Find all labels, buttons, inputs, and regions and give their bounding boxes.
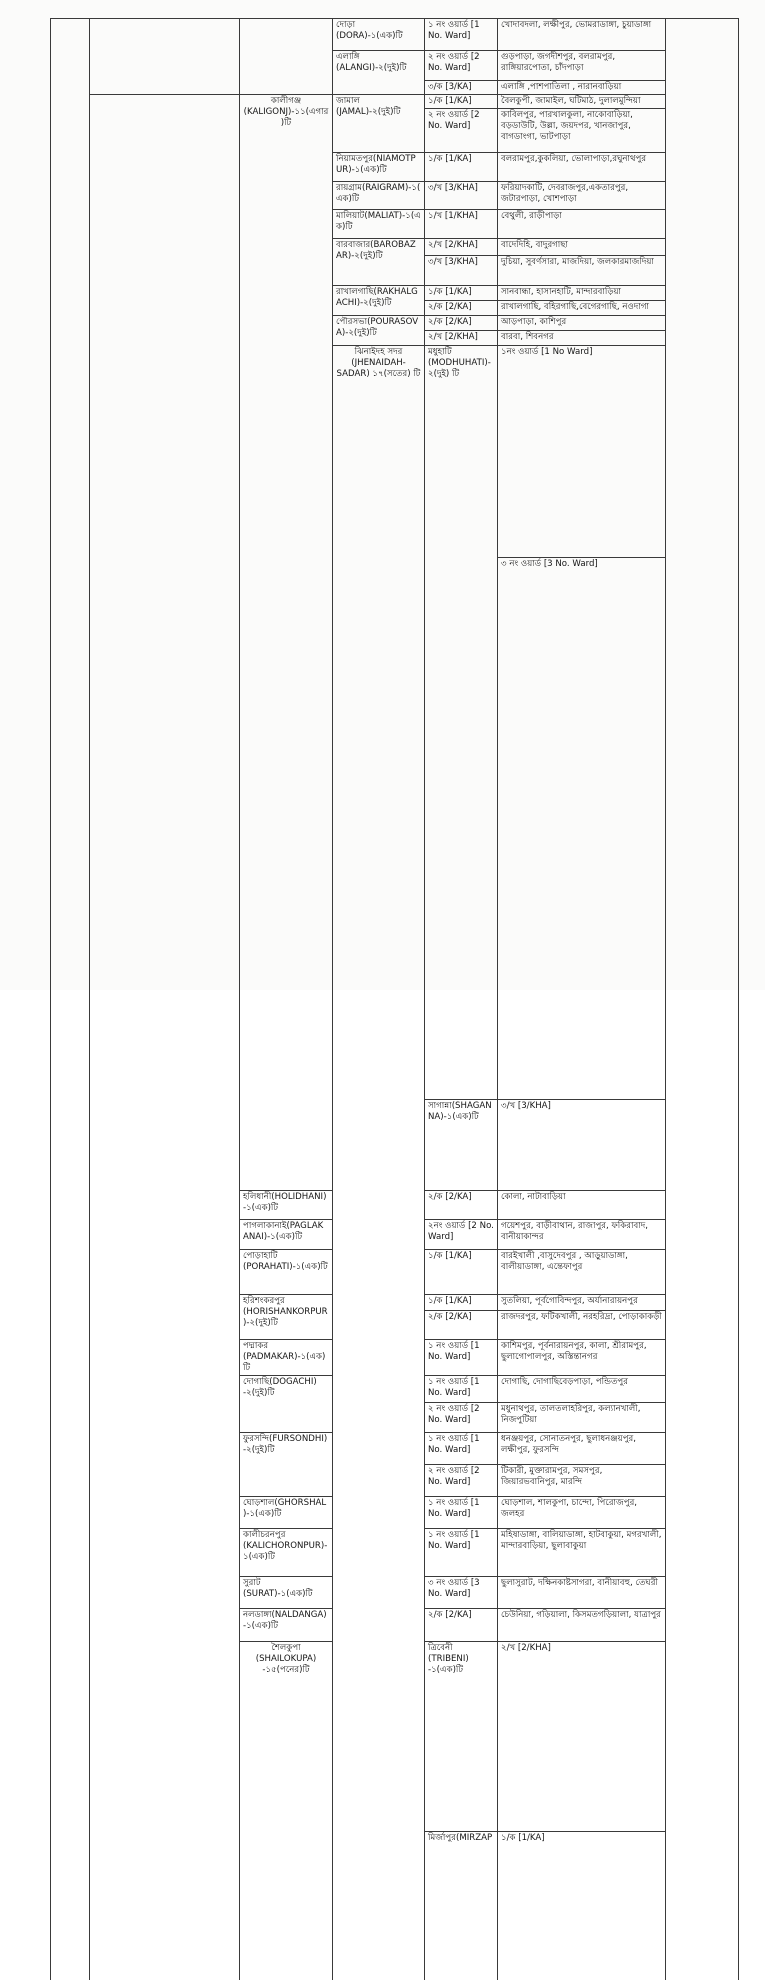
- ward-cell: ১ নং ওয়ার্ড [1 No. Ward]: [425, 1376, 498, 1403]
- ward-cell: ৩ নং ওয়ার্ড [3 No. Ward]: [425, 1577, 498, 1609]
- village-cell: রাখালগাছি, বহিরগাছি,বেগেরগাছি, নওদাগা: [498, 301, 666, 316]
- village-cell: টিকারী, মুক্তারামপুর, সমসপুর, জিয়ারভবানিপুর, মারন্দি: [498, 1465, 666, 1497]
- union-cell: মির্জাপুর(MIRZAP: [425, 1832, 498, 1980]
- upazila-cell: শৈলকুপা (SHAILOKUPA) -১৫(পনের)টি: [240, 1642, 333, 1980]
- village-cell: বারবা, শিবনগর: [498, 331, 666, 346]
- union-cell: পদ্মাকর (PADMAKAR)-১(এক)টি: [240, 1340, 333, 1376]
- union-cell: জামাল (JAMAL)-২(দুই)টি: [333, 95, 425, 153]
- ward-cell: ১/ক [1/KA]: [425, 1250, 498, 1295]
- upazila-cell: কালীগঞ্জ (KALIGONJ)-১১(এগার)টি: [240, 95, 333, 1191]
- union-cell: মালিয়াট(MALIAT)-১(এক)টি: [333, 210, 425, 239]
- union-cell: নিয়ামতপুর(NIAMOTPUR)-১(এক)টি: [333, 153, 425, 182]
- ward-cell: ২ নং ওয়ার্ড [2 No. Ward]: [425, 1403, 498, 1433]
- ward-cell: ২ নং ওয়ার্ড [2 No. Ward]: [425, 109, 498, 153]
- union-cell: সাগান্না(SHAGANNA)-১(এক)টি: [425, 1100, 498, 1191]
- village-cell: ছুলাসুরাট, দক্ষিনকাষ্টসাগরা, বানীয়াবহু, তেঘরী: [498, 1577, 666, 1609]
- village-cell: এলাঙ্গি ,পাশপাতিলা , নারানবাড়িয়া: [498, 81, 666, 95]
- ward-cell: ২/ক [2/KA]: [425, 1609, 498, 1642]
- ward-cell: ২/ক [2/KA]: [425, 1191, 498, 1220]
- district-cell: [90, 19, 240, 95]
- ward-cell: ২/খ [2/KHA]: [498, 1642, 666, 1832]
- village-cell: মধুনাথপুর, তালতলাহরিপুর, কল্যানখালী, নিজপুটিয়া: [498, 1403, 666, 1433]
- union-cell: ঘোড়শাল(GHORSHAL)-১(এক)টি: [240, 1497, 333, 1529]
- ward-cell: ১ নং ওয়ার্ড [1 No. Ward]: [425, 1340, 498, 1376]
- village-cell: সুতলিয়া, পূর্বগোবিন্দপুর, অর্যানারায়নপুর: [498, 1295, 666, 1311]
- ward-cell: ২/ক [2/KA]: [425, 316, 498, 331]
- ward-cell: ২নং ওয়ার্ড [2 No. Ward]: [425, 1220, 498, 1250]
- union-cell: ত্রিবেনী (TRIBENI) -১(এক)টি: [425, 1642, 498, 1832]
- union-cell: রাখালগাছি(RAKHALGACHI)-২(দুই)টি: [333, 286, 425, 316]
- ward-cell: ১ নং ওয়ার্ড [1 No. Ward]: [425, 1529, 498, 1577]
- ward-cell: ২/ক [2/KA]: [425, 301, 498, 316]
- ward-cell: ১নং ওয়ার্ড [1 No Ward]: [498, 346, 666, 558]
- ward-cell: ১/খ [1/KHA]: [425, 210, 498, 239]
- village-cell: সানবান্ধা, হাসানহাটি, মান্দারবাড়িয়া: [498, 286, 666, 301]
- ward-cell: ৩/খ [3/KHA]: [425, 256, 498, 286]
- village-cell: বেথুলী, রাড়ীপাড়া: [498, 210, 666, 239]
- village-cell: কোলা, নাটাবাড়িয়া: [498, 1191, 666, 1220]
- ward-cell: ২/খ [2/KHA]: [425, 331, 498, 346]
- ward-cell: ২ নং ওয়ার্ড [2 No. Ward]: [425, 51, 498, 81]
- ward-cell: ৩ নং ওয়ার্ড [3 No. Ward]: [498, 558, 666, 1100]
- ward-cell: ১ নং ওয়ার্ড [1 No. Ward]: [425, 1497, 498, 1529]
- ward-cell: ৩/ক [3/KA]: [425, 81, 498, 95]
- village-cell: গুড়পাড়া, জগদীশপুর, বলরামপুর, রাঙ্গিয়ারপোতা, চাঁদপাড়া: [498, 51, 666, 81]
- union-cell: দোগাছি(DOGACHI) -২(দুই)টি: [240, 1376, 333, 1433]
- ward-cell: ১/ক [1/KA]: [425, 286, 498, 301]
- village-cell: কাবিলপুর, পারখালকুলা, নাকোবাড়িয়া, বড়ডাউটি, উল্লা, জয়দপর, খানজাপুর, বাগডাংগা, ভাটপাড়া: [498, 109, 666, 153]
- union-cell: হরিশংকরপুর (HORISHANKORPUR)-২(দুই)টি: [240, 1295, 333, 1340]
- ward-cell: ১/ক [1/KA]: [425, 1295, 498, 1311]
- ward-cell: ২/খ [2/KHA]: [425, 239, 498, 256]
- village-cell: বাদেদিহি, বাদুরগাছা: [498, 239, 666, 256]
- ward-cell: ১/ক [1/KA]: [498, 1832, 666, 1980]
- ward-cell: ৩/খ [3/KHA]: [425, 182, 498, 210]
- upazila-cell: ঝিনাইদহ সদর (JHENAIDAH-SADAR) ১৭(সতের) টি: [333, 346, 425, 1980]
- village-cell: গয়েশপুর, বাড়ীবাথান, রাজাপুর, ফকিরাবাদ, বানীয়াকান্দর: [498, 1220, 666, 1250]
- union-cell: সুরাট (SURAT)-১(এক)টি: [240, 1577, 333, 1609]
- union-cell: নলডাঙ্গা(NALDANGA)-১(এক)টি: [240, 1609, 333, 1642]
- ward-cell: ২/ক [2/KA]: [425, 1311, 498, 1340]
- union-cell: দোড়া (DORA)-১(এক)টি: [333, 19, 425, 51]
- remarks-cell: [666, 19, 739, 1980]
- ward-cell: ৩/খ [3/KHA]: [498, 1100, 666, 1191]
- village-cell: খোদাবদলা, লক্ষীপুর, ভোমরাডাঙ্গা, চুয়াডাঙ্গা: [498, 19, 666, 51]
- village-cell: বারইখালী ,বাসুদেবপুর , আড়ুয়াডাঙ্গা, বালীয়াডাঙ্গা, এন্তেফাপুর: [498, 1250, 666, 1295]
- ward-cell: ১/ক [1/KA]: [425, 95, 498, 109]
- union-cell: মধুহাটি (MODHUHATI)-২(দুই) টি: [425, 346, 498, 1100]
- village-cell: বৈলকুপী, জামাইল, ঘটিমাঠ, দুলালমুন্দিয়া: [498, 95, 666, 109]
- union-cell: পোড়াহাটি (PORAHATI)-১(এক)টি: [240, 1250, 333, 1295]
- union-cell: পাগলাকানাই(PAGLAKANAI)-১(এক)টি: [240, 1220, 333, 1250]
- village-cell: চেউনিয়া, গড়িয়ালা, কিসমতগড়িয়ালা, যাত্রাপুর: [498, 1609, 666, 1642]
- union-cell: কালীচরনপুর (KALICHORONPUR)-১(এক)টি: [240, 1529, 333, 1577]
- ward-cell: ১ নং ওয়ার্ড [1 No. Ward]: [425, 19, 498, 51]
- village-cell: ফরিয়াদকাটি, দেবরাজপুর,একতারপুর, জটারপাড়া, খোশপাড়া: [498, 182, 666, 210]
- district-cell: [90, 95, 240, 1980]
- village-cell: রাজদরপুর, ফটিকখালী, নরহরিদ্রা, পোড়াকাকড়ী: [498, 1311, 666, 1340]
- ward-cell: ১ নং ওয়ার্ড [1 No. Ward]: [425, 1433, 498, 1465]
- union-cell: রায়গ্রাম(RAIGRAM)-১(এক)টি: [333, 182, 425, 210]
- ward-cell: ১/ক [1/KA]: [425, 153, 498, 182]
- union-cell: হলিধানী(HOLIDHANI)-১(এক)টি: [240, 1191, 333, 1220]
- village-cell: কাশিমপুর, পূর্বনারায়নপুর, কালা, শ্রীরামপুর, ছুলাগোপালপুর, অস্তিন্তানগর: [498, 1340, 666, 1376]
- village-cell: দুচিয়া, সুবর্ণসারা, মাজদিয়া, জলকারমাজদিয়া: [498, 256, 666, 286]
- serial-cell: [51, 19, 90, 1980]
- upazila-cell: [240, 19, 333, 95]
- village-cell: মহিষাডাঙ্গা, বালিয়াডাঙ্গা, হাটবাকুয়া, মগরখালী, মান্দারবাড়িয়া, ছুলাবাকুয়া: [498, 1529, 666, 1577]
- village-cell: দোগাছি, দোগাছিবেড়পাড়া, পন্ডিতপুর: [498, 1376, 666, 1403]
- union-cell: পৌরসভা(POURASOVA)-২(দুই)টি: [333, 316, 425, 346]
- union-cell: ফুরসন্দি(FURSONDHI)-২(দুই)টি: [240, 1433, 333, 1497]
- ward-cell: ২ নং ওয়ার্ড [2 No. Ward]: [425, 1465, 498, 1497]
- union-cell: এলাঙ্গি (ALANGI)-২(দুই)টি: [333, 51, 425, 95]
- village-cell: আড়পাড়া, কাশিপুর: [498, 316, 666, 331]
- union-cell: বারবাজার(BAROBAZAR)-২(দুই)টি: [333, 239, 425, 286]
- village-cell: ধনঞ্জয়পুর, সোনাতনপুর, ছুলাধনঞ্জয়পুর, লক্ষীপুর, ফুরসন্দি: [498, 1433, 666, 1465]
- village-cell: ঘোড়শাল, শালকুপা, চান্দো, পিরোজপুর, জলহর: [498, 1497, 666, 1529]
- village-cell: বলরামপুর,কুকলিয়া, ভোলাপাড়া,রঘুনাথপুর: [498, 153, 666, 182]
- union-ward-village-table: [50, 18, 739, 1980]
